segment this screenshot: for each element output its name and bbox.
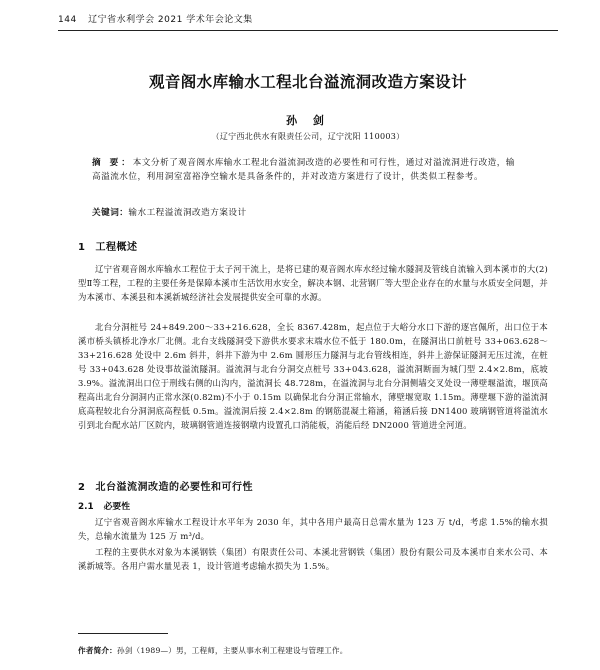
abstract-text: 本文分析了观音阁水库输水工程北台溢流洞改造的必要性和可行性，通过对溢流洞进行改造，输高溢流水位，利用洞室富裕净空输水是具备条件的，并对改造方案进行了设计，供类似工程参考。 bbox=[92, 158, 515, 182]
section1-paragraph-2: 北台分洞桩号 24+849.200～33+216.628，全长 8367.428m，起点位于大峪分水口下游的逐宫佩所，出口位于本溪市桥头镇桥北净水厂北侧。北台支线隧洞受下游供水要求末端水位不低于 180.0m，在隧洞出口前桩号 33+063.628～33+216.628 处设中 2.6m 斜井，斜井下游为中 2.6m 圆形压力隧洞与北台管线相连，斜井上游保证隧洞无压过流，在桩号 33+043.628 处设事故溢流隧洞。溢流洞与北台分洞交点桩号 33+043.628，溢流洞断面为城门型 2.4×2.8m，底坡 3.9%。溢流洞出口位于刑线右侧的山沟内，溢流洞长 48.728m，在溢流洞与北台分洞侧墙交叉处设一薄壁堰溢流，堰顶高程高出北台分洞洞内正常水深(0.82m)不小于 0.15m 以确保北台分洞正常输水，薄壁堰宽取 1.15m。薄壁堰下游的溢流洞底高程较北台分洞洞底高程低 0.5m。溢流洞后接 2.4×2.8m 的钢筋混凝土箱涵，箱涵后接 DN1400 玻璃钢管道将溢流水引到北台配水站厂区院内，玻璃钢管道连接钢墩内设置孔口消能板，消能后经 DN2000 管道进全河道。 bbox=[78, 322, 548, 430]
footnote-rule bbox=[78, 633, 168, 634]
keywords-label: 关键词： bbox=[92, 208, 129, 218]
running-header bbox=[58, 12, 558, 25]
section1-paragraph-1: 辽宁省观音阁水库输水工程位于太子河干流上，是将已建的观音阁水库水经过输水隧洞及管线自流输入到本溪市的大(2)型Ⅱ等工程，工程的主要任务是保障本溪市生活饮用水安全，解决本钢、北营钢厂等大型企业存在的水量与水质安全问题，并为本溪市、本溪县和本溪新城经济社会发展提供安全可靠的水源。 bbox=[78, 264, 548, 302]
abstract bbox=[92, 156, 515, 184]
header-rule bbox=[58, 30, 558, 31]
paper-title: 观音阁水库输水工程北台溢流洞改造方案设计 bbox=[148, 73, 467, 91]
abstract-label: 摘 要： bbox=[92, 158, 133, 168]
footnote-text: 孙剑（1989—）男，工程师，主要从事水利工程建设与管理工作。 bbox=[116, 646, 348, 655]
subsection-heading bbox=[78, 499, 130, 512]
section-number: 2 bbox=[78, 482, 86, 493]
section2-paragraph-1: 辽宁省观音阁水库输水工程设计水平年为 2030 年，其中各用户最高日总需水量为 123 万 t/d，考虑 1.5%的输水损失，总输水流量为 125 万 m³/d。 bbox=[78, 517, 548, 541]
section-number: 1 bbox=[78, 242, 86, 253]
author-affiliation: （辽宁西北供水有限责任公司，辽宁沈阳 110003） bbox=[211, 132, 405, 141]
section-title: 工程概述 bbox=[95, 242, 138, 253]
section2-paragraph-2: 工程的主要供水对象为本溪钢铁（集团）有限责任公司、本溪北营钢铁（集团）股份有限公司及本溪市自来水公司、本溪新城等。各用户需水量见表 1，设计管道考虑输水损失为 1.5%。 bbox=[78, 547, 548, 571]
keywords-text: 输水工程溢流洞改造方案设计 bbox=[128, 208, 247, 218]
section-title: 北台溢流洞改造的必要性和可行性 bbox=[95, 482, 253, 493]
author-name: 孙 剑 bbox=[286, 114, 330, 127]
page-number: 144 bbox=[58, 15, 77, 25]
author-footnote bbox=[78, 645, 548, 656]
subsection-number: 2.1 bbox=[78, 502, 94, 512]
journal-name: 辽宁省水利学会 2021 学术年会论文集 bbox=[88, 15, 253, 25]
footnote-label: 作者简介： bbox=[78, 646, 117, 655]
section-heading-2 bbox=[78, 478, 253, 493]
section-heading-1 bbox=[78, 238, 137, 253]
subsection-title: 必要性 bbox=[103, 502, 130, 512]
keywords bbox=[92, 206, 515, 218]
